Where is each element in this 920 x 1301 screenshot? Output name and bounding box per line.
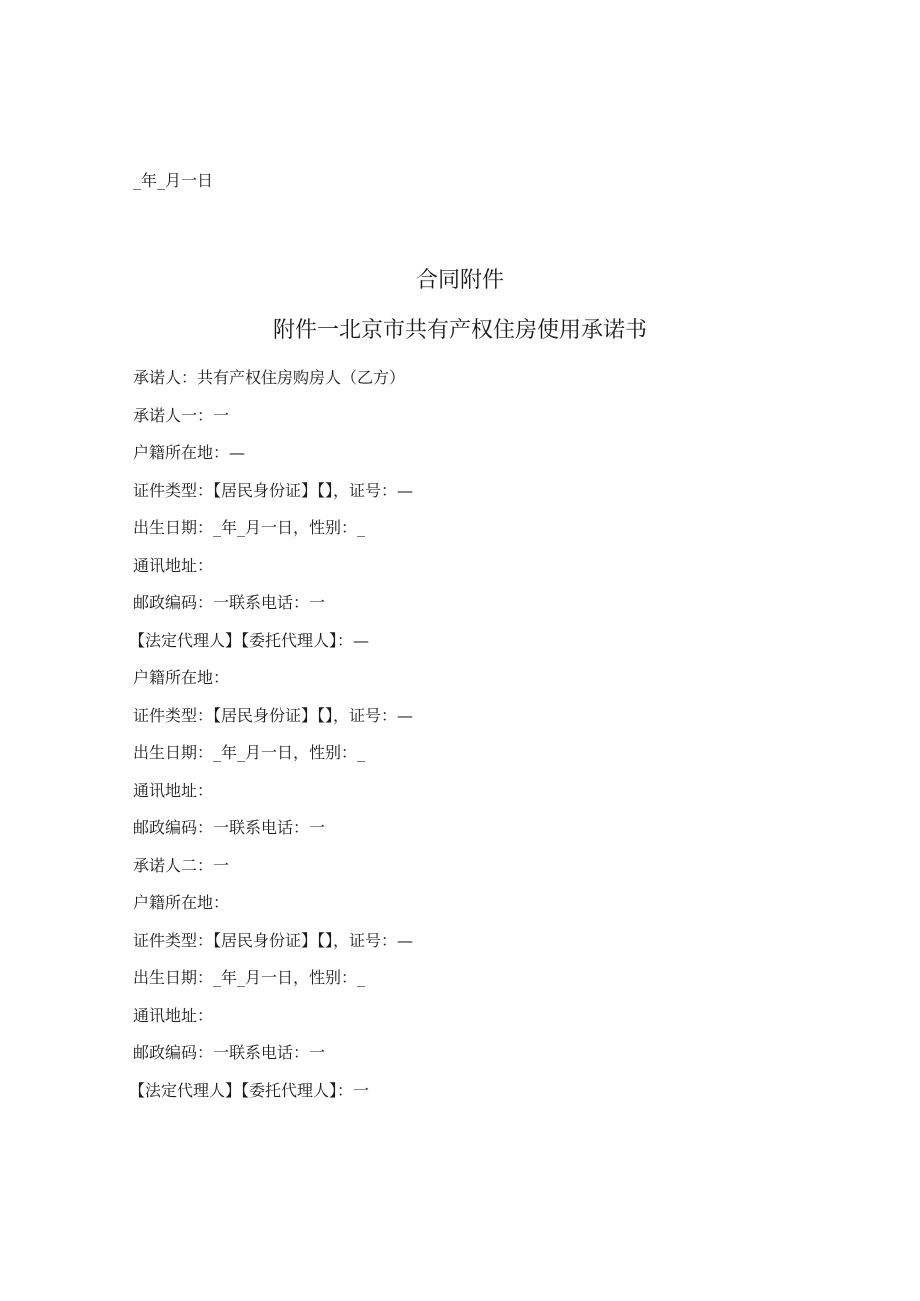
- household-registration-line: 户籍所在地：: [133, 668, 230, 687]
- promisor-two-line: 承诺人二：一: [133, 855, 230, 875]
- document-subtitle: 附件一北京市共有产权住房使用承诺书: [272, 318, 647, 343]
- birth-date-line: 出生日期：_年_月一日，性别：_: [133, 518, 366, 537]
- address-line: 通讯地址：: [133, 780, 214, 800]
- agent-line: 【法定代理人】【委托代理人】：一: [129, 1080, 370, 1100]
- birth-date-line: 出生日期：_年_月一日，性别：_: [133, 968, 366, 987]
- postal-phone-line: 邮政编码：一联系电话：一: [133, 593, 326, 612]
- promisor-one-line: 承诺人一：一: [133, 405, 230, 425]
- id-type-line: 证件类型：【居民身份证】【】，证号：—: [133, 480, 414, 500]
- id-type-line: 证件类型：【居民身份证】【】，证号：—: [133, 930, 414, 950]
- document-title: 合同附件: [415, 268, 504, 293]
- postal-phone-line: 邮政编码：一联系电话：一: [133, 1043, 326, 1062]
- promisor-line: 承诺人：共有产权住房购房人（乙方）: [133, 368, 406, 387]
- address-line: 通讯地址：: [133, 555, 214, 575]
- postal-phone-line: 邮政编码：一联系电话：一: [133, 818, 326, 837]
- id-type-line: 证件类型：【居民身份证】【】，证号：—: [133, 705, 414, 725]
- household-registration-line: 户籍所在地：: [133, 893, 230, 912]
- address-line: 通讯地址：: [133, 1005, 214, 1025]
- agent-line: 【法定代理人】【委托代理人】：—: [129, 630, 370, 650]
- date-line: _年_月一日: [133, 171, 214, 190]
- form-lines: [129, 366, 893, 1116]
- household-registration-line: 户籍所在地：—: [133, 443, 246, 462]
- birth-date-line: 出生日期：_年_月一日，性别：_: [133, 743, 366, 762]
